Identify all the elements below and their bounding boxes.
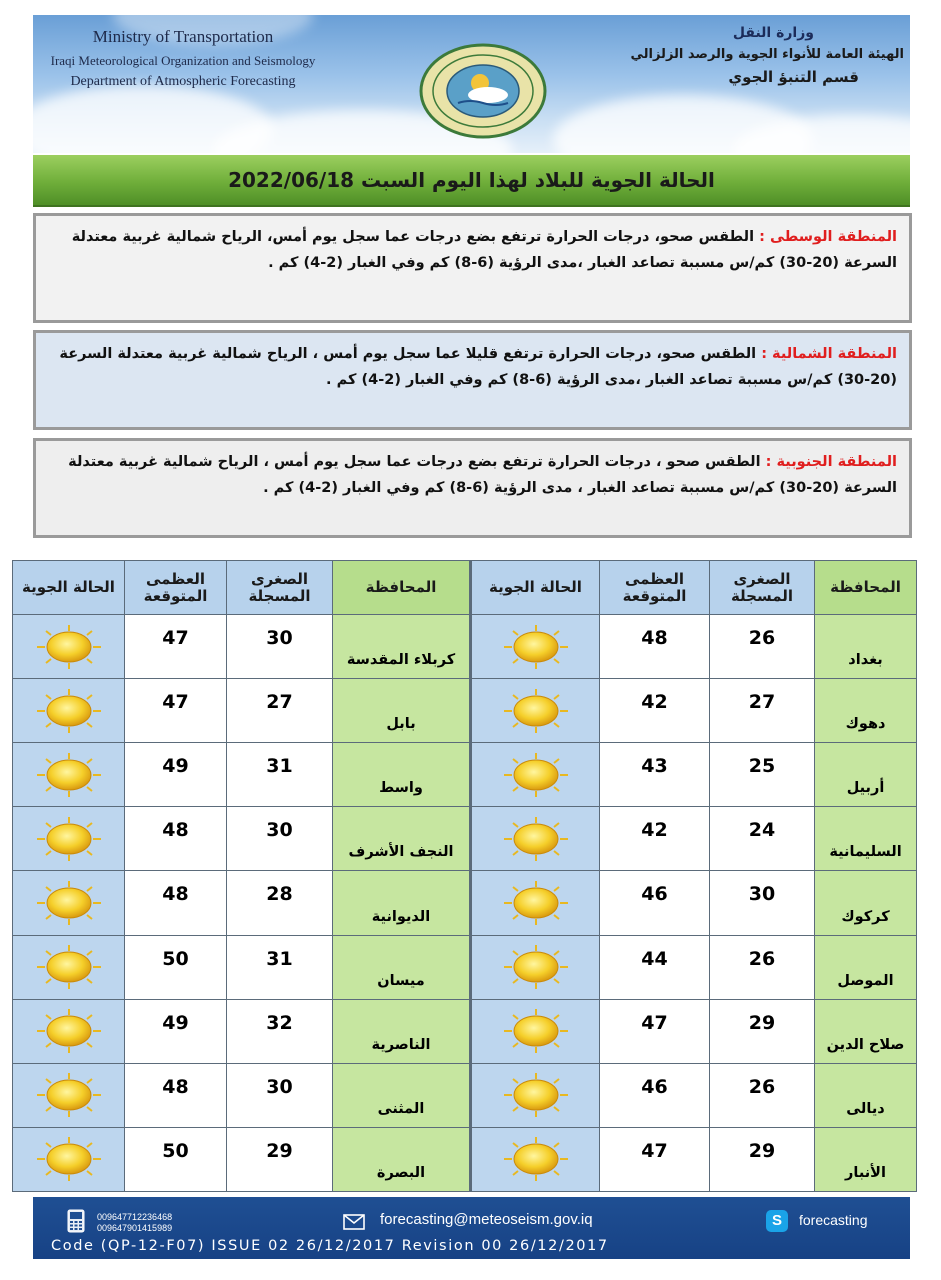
max-temp-cell: 48 xyxy=(600,615,710,679)
sunny-icon xyxy=(500,1135,572,1183)
sunny-icon xyxy=(33,751,105,799)
sunny-icon xyxy=(33,943,105,991)
org-en: Iraqi Meteorological Organization and Seismology xyxy=(50,53,316,68)
region-text: الطقس صحو ، درجات الحرارة ترتفع بضع درجات عما سجل يوم أمس ، الرياح شمالية غربية معتدلة السرعة (20-30) كم/س مسببة تصاعد الغبار ، مدى الرؤية (6-8) كم وفي الغبار (2-4) كم . xyxy=(68,454,897,496)
table-row xyxy=(13,615,917,679)
weather-cell xyxy=(471,615,600,679)
province-cell: ميسان xyxy=(333,935,471,999)
table-row xyxy=(13,1127,917,1191)
max-temp-cell: 47 xyxy=(125,679,227,743)
sunny-icon xyxy=(33,1071,105,1119)
region-name: المنطقة الوسطى : xyxy=(759,229,897,245)
max-temp-cell: 46 xyxy=(600,871,710,935)
min-temp-cell: 24 xyxy=(710,807,815,871)
weather-cell xyxy=(13,871,125,935)
province-cell: بابل xyxy=(333,679,471,743)
sunny-icon xyxy=(33,1007,105,1055)
weather-cell xyxy=(13,935,125,999)
header-province: المحافظة xyxy=(333,561,471,615)
min-temp-cell: 30 xyxy=(227,1063,333,1127)
min-temp-cell: 25 xyxy=(710,743,815,807)
org-ar: الهيئة العامة للأنواء الجوية والرصد الزلزالي xyxy=(630,47,904,62)
weather-cell xyxy=(471,999,600,1063)
min-temp-cell: 31 xyxy=(227,743,333,807)
sunny-icon xyxy=(500,751,572,799)
region-southern xyxy=(33,438,912,538)
sunny-icon xyxy=(500,1007,572,1055)
province-cell: الديوانية xyxy=(333,871,471,935)
province-cell: ديالى xyxy=(815,1063,917,1127)
sunny-icon xyxy=(33,623,105,671)
max-temp-cell: 50 xyxy=(125,935,227,999)
max-temp-cell: 49 xyxy=(125,743,227,807)
weather-cell xyxy=(471,1127,600,1191)
weather-cell xyxy=(471,807,600,871)
province-cell: المثنى xyxy=(333,1063,471,1127)
phone-numbers xyxy=(97,1212,172,1234)
table-row xyxy=(13,1063,917,1127)
header-weather: الحالة الجوية xyxy=(471,561,600,615)
region-text: الطقس صحو، درجات الحرارة ترتفع بضع درجات عما سجل يوم أمس، الرياح شمالية غربية معتدلة السرعة (20-30) كم/س مسببة تصاعد الغبار ،مدى الرؤية (6-8) كم وفي الغبار (2-4) كم . xyxy=(71,229,897,271)
max-temp-cell: 47 xyxy=(125,615,227,679)
sunny-icon xyxy=(500,815,572,863)
min-temp-cell: 26 xyxy=(710,615,815,679)
weather-cell xyxy=(471,1063,600,1127)
province-cell: الأنبار xyxy=(815,1127,917,1191)
organization-logo xyxy=(418,43,548,139)
skype-handle[interactable]: forecasting xyxy=(799,1212,868,1228)
weather-cell xyxy=(471,935,600,999)
province-cell: الموصل xyxy=(815,935,917,999)
header-min: الصغرى المسجلة xyxy=(227,561,333,615)
max-temp-cell: 42 xyxy=(600,807,710,871)
min-temp-cell: 27 xyxy=(710,679,815,743)
min-temp-cell: 26 xyxy=(710,1063,815,1127)
max-temp-cell: 48 xyxy=(125,871,227,935)
document-code: Code (QP-12-F07) ISSUE 02 26/12/2017 Revision 00 26/12/2017 xyxy=(51,1238,609,1254)
sunny-icon xyxy=(500,623,572,671)
province-cell: أربيل xyxy=(815,743,917,807)
mail-icon xyxy=(343,1214,365,1230)
max-temp-cell: 46 xyxy=(600,1063,710,1127)
table-row xyxy=(13,679,917,743)
page-title: الحالة الجوية للبلاد لهذا اليوم السبت 2022/06/18 xyxy=(228,168,715,192)
header-max: العظمى المتوقعة xyxy=(600,561,710,615)
sunny-icon xyxy=(500,1071,572,1119)
weather-cell xyxy=(13,743,125,807)
ministry-ar: وزارة النقل xyxy=(732,25,814,41)
dept-ar: قسم التنبؤ الجوي xyxy=(728,68,859,86)
phone-number: 009647712236468 xyxy=(97,1212,173,1222)
email-link[interactable]: forecasting@meteoseism.gov.iq xyxy=(380,1211,593,1228)
title-bar xyxy=(33,155,910,207)
header-english xyxy=(33,27,333,90)
sunny-icon xyxy=(500,687,572,735)
max-temp-cell: 50 xyxy=(125,1127,227,1191)
max-temp-cell: 43 xyxy=(600,743,710,807)
min-temp-cell: 29 xyxy=(227,1127,333,1191)
table-header-row xyxy=(13,561,917,615)
weather-cell xyxy=(13,807,125,871)
header-province: المحافظة xyxy=(815,561,917,615)
province-cell: النجف الأشرف xyxy=(333,807,471,871)
min-temp-cell: 30 xyxy=(710,871,815,935)
province-cell: كربلاء المقدسة xyxy=(333,615,471,679)
weather-cell xyxy=(471,871,600,935)
footer-bar xyxy=(33,1197,910,1259)
province-cell: دهوك xyxy=(815,679,917,743)
sunny-icon xyxy=(33,815,105,863)
min-temp-cell: 30 xyxy=(227,807,333,871)
province-cell: واسط xyxy=(333,743,471,807)
table-row xyxy=(13,935,917,999)
phone-number: 009647901415989 xyxy=(97,1223,173,1233)
ministry-en: Ministry of Transportation xyxy=(92,27,274,46)
region-name: المنطقة الشمالية : xyxy=(761,346,897,362)
region-central xyxy=(33,213,912,323)
header-max: العظمى المتوقعة xyxy=(125,561,227,615)
min-temp-cell: 30 xyxy=(227,615,333,679)
province-cell: صلاح الدين xyxy=(815,999,917,1063)
province-cell: الناصرية xyxy=(333,999,471,1063)
min-temp-cell: 29 xyxy=(710,1127,815,1191)
province-cell: السليمانية xyxy=(815,807,917,871)
table-row xyxy=(13,743,917,807)
max-temp-cell: 47 xyxy=(600,1127,710,1191)
max-temp-cell: 48 xyxy=(125,1063,227,1127)
weather-cell xyxy=(13,999,125,1063)
max-temp-cell: 44 xyxy=(600,935,710,999)
sunny-icon xyxy=(33,1135,105,1183)
max-temp-cell: 47 xyxy=(600,999,710,1063)
skype-icon: S xyxy=(766,1210,788,1232)
sunny-icon xyxy=(500,879,572,927)
max-temp-cell: 49 xyxy=(125,999,227,1063)
weather-cell xyxy=(13,1063,125,1127)
table-row xyxy=(13,871,917,935)
min-temp-cell: 27 xyxy=(227,679,333,743)
weather-cell xyxy=(13,615,125,679)
sunny-icon xyxy=(33,687,105,735)
table-row xyxy=(13,807,917,871)
max-temp-cell: 42 xyxy=(600,679,710,743)
min-temp-cell: 26 xyxy=(710,935,815,999)
header-banner xyxy=(33,15,910,153)
table-row xyxy=(13,999,917,1063)
weather-cell xyxy=(471,679,600,743)
province-cell: بغداد xyxy=(815,615,917,679)
region-northern xyxy=(33,330,912,430)
weather-cell xyxy=(471,743,600,807)
weather-cell xyxy=(13,679,125,743)
dept-en: Department of Atmospheric Forecasting xyxy=(70,74,296,89)
region-name: المنطقة الجنوبية : xyxy=(765,454,897,470)
forecast-table xyxy=(22,560,917,1192)
province-cell: كركوك xyxy=(815,871,917,935)
phone-icon xyxy=(67,1209,85,1233)
min-temp-cell: 32 xyxy=(227,999,333,1063)
weather-cell xyxy=(13,1127,125,1191)
min-temp-cell: 28 xyxy=(227,871,333,935)
sunny-icon xyxy=(33,879,105,927)
header-min: الصغرى المسجلة xyxy=(710,561,815,615)
region-text: الطقس صحو، درجات الحرارة ترتفع قليلا عما سجل يوم أمس ، الرياح شمالية غربية معتدلة السرعة (20-30) كم/س مسببة تصاعد الغبار ،مدى الرؤية (6-8) كم وفي الغبار (2-4) كم . xyxy=(59,346,897,388)
header-weather: الحالة الجوية xyxy=(13,561,125,615)
header-arabic xyxy=(574,25,904,86)
min-temp-cell: 31 xyxy=(227,935,333,999)
max-temp-cell: 48 xyxy=(125,807,227,871)
min-temp-cell: 29 xyxy=(710,999,815,1063)
sunny-icon xyxy=(500,943,572,991)
province-cell: البصرة xyxy=(333,1127,471,1191)
